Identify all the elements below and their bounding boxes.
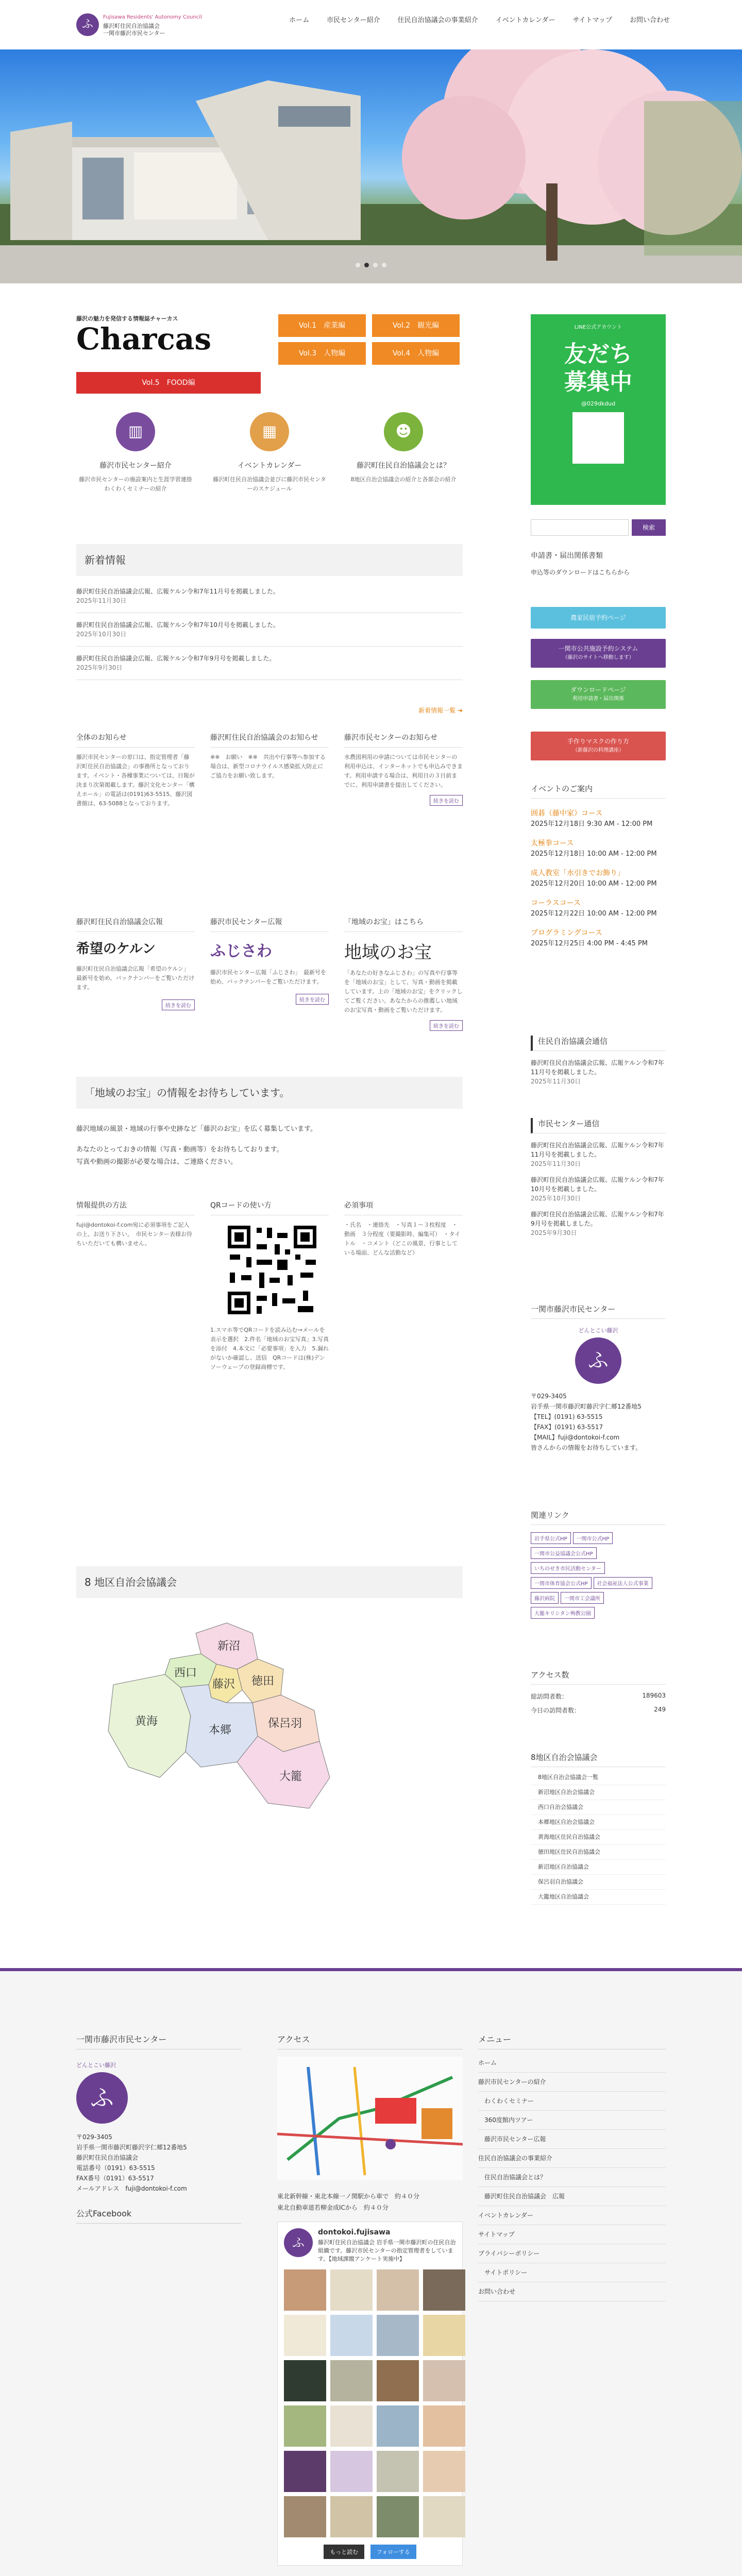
footer-menu-item[interactable]: 藤沢市民センターの紹介 <box>478 2073 666 2092</box>
area-link[interactable]: 黄海地区住民自治協議会 <box>531 1830 666 1845</box>
footer-menu <box>478 2033 666 2301</box>
footer-access <box>277 2033 463 2566</box>
event-date: 2025年12月18日 9:30 AM - 12:00 PM <box>531 820 653 828</box>
center-news-item[interactable] <box>531 1141 666 1168</box>
facility-booking-label: 一関市公共施設予約システム <box>558 645 638 652</box>
news-item[interactable] <box>76 613 463 647</box>
instagram-photo[interactable] <box>377 2405 419 2447</box>
footer-menu-item[interactable]: お問い合わせ <box>478 2282 666 2301</box>
search-input[interactable] <box>531 519 629 536</box>
feature-calendar-desc: 藤沢町住民自治協議会並びに藤沢市民センターのスケジュール <box>213 476 326 492</box>
link-tag[interactable]: 岩手県公式HP <box>531 1532 571 1544</box>
building-icon: ▥ <box>116 412 155 451</box>
notice-council-title: 藤沢町住民自治協議会のお知らせ <box>210 733 329 748</box>
line-banner-big2: 募集中 <box>564 369 632 395</box>
footer-logo-mark-icon: ふ <box>76 2072 128 2124</box>
link-tag[interactable]: 社会福祉法人公式事業 <box>594 1577 652 1589</box>
news-more-link[interactable]: 新着情報一覧 ➔ <box>418 707 463 714</box>
mask-howto-sub: （新藤沢の料理講座） <box>572 748 624 753</box>
koho-otakara-title: 「地域のお宝」はこちら <box>344 917 463 932</box>
slide-dot-active[interactable] <box>364 263 369 267</box>
council-news-date: 2025年11月30日 <box>531 1078 581 1085</box>
feature-calendar-title: イベントカレンダー <box>237 462 302 470</box>
area-link[interactable]: 徳田地区住民自治協議会 <box>531 1845 666 1860</box>
area-link[interactable]: 新沼地区自治協議会 <box>531 1860 666 1875</box>
event-title: プログラミングコース <box>531 929 602 937</box>
news-heading: 新着情報 <box>76 544 463 576</box>
nav-center[interactable]: 市民センター紹介 <box>327 16 380 24</box>
event-title: 囲碁（藤中家）コース <box>531 809 603 818</box>
area-link[interactable]: 西口自治会協議会 <box>531 1800 666 1815</box>
footer-org-line[interactable]: メールアドレス fuji@dontokoi-f.com <box>76 2185 187 2192</box>
logo-line2: 藤沢町住民自治協議会 <box>103 23 160 29</box>
link-tag[interactable]: 一関市工会議所 <box>561 1592 604 1604</box>
koho-kern-body: 藤沢町住民自治協議会広報「希望のケルン」 最新号を始め、バックナンバーをご覧いただけます。 <box>76 965 195 991</box>
download-page-button[interactable] <box>531 680 666 709</box>
otakara-qr <box>210 1200 329 1520</box>
news-item-date: 2025年10月30日 <box>76 631 127 638</box>
center-news-item[interactable] <box>531 1210 666 1237</box>
footer-menu-subitem[interactable]: 藤沢町住民自治協議会 広報 <box>478 2187 666 2206</box>
footer-menu-item[interactable]: サイトマップ <box>478 2225 666 2244</box>
footer-menu-item[interactable]: 住民自治協議会の事業紹介 <box>478 2149 666 2168</box>
nav-calendar[interactable]: イベントカレンダー <box>495 16 555 24</box>
links-heading: 関連リンク <box>531 1510 666 1525</box>
koho-kern <box>76 917 195 1077</box>
notice-center-title: 藤沢市民センターのお知らせ <box>344 733 463 748</box>
koho-columns <box>76 917 463 1077</box>
instagram-photo[interactable] <box>330 2405 373 2447</box>
area-label: 新沼 <box>217 1640 241 1653</box>
download-page-label: ダウンロードページ <box>570 686 626 693</box>
people-icon: ☻ <box>384 412 423 451</box>
footer-access-line: 東北自動車道若柳金成ICから 約４０分 <box>277 2204 389 2211</box>
charcas-title: Charcas <box>76 321 212 357</box>
feature-council-title: 藤沢町住民自治協議会とは？ <box>357 462 450 470</box>
footer-org-line: 藤沢町住民自治協議会 <box>76 2154 139 2161</box>
footer-org <box>76 2033 241 2224</box>
access-map-image[interactable] <box>277 2057 463 2180</box>
instagram-photo[interactable] <box>284 2451 326 2492</box>
instagram-photo[interactable] <box>284 2315 326 2356</box>
footer-access-line: 東北新幹線・東北本線一ノ関駅から車で 約４０分 <box>277 2193 420 2200</box>
org-note: 皆さんからの情報をお待ちしています。 <box>531 1444 642 1451</box>
koho-otakara-more-button[interactable]: 続きを読む <box>430 1020 463 1031</box>
area-link[interactable]: 新沼地区自治会協議会 <box>531 1785 666 1800</box>
today-visitors-value: 249 <box>654 1706 666 1713</box>
instagram-photo[interactable] <box>423 2315 465 2356</box>
otakara-heading: 「地域のお宝」の情報をお待ちしています。 <box>76 1077 463 1109</box>
koho-kern-more-button[interactable]: 続きを読む <box>162 999 195 1010</box>
charcas-vol4-button[interactable]: Vol.4 人物編 <box>372 342 460 365</box>
footer-menu-subitem[interactable]: 360度館内ツアー <box>478 2111 666 2130</box>
instagram-follow-button[interactable]: フォローする <box>370 2545 416 2559</box>
org-mail[interactable]: 【MAIL】fuji@dontokoi-f.com <box>531 1434 620 1441</box>
notice-general <box>76 733 195 887</box>
instagram-photo[interactable] <box>330 2269 373 2311</box>
otakara-method <box>76 1200 195 1520</box>
center-news-section <box>531 1118 666 1237</box>
instagram-photo[interactable] <box>284 2496 326 2537</box>
center-news-date: 2025年10月30日 <box>531 1195 581 1202</box>
event-title: コーラスコース <box>531 899 581 907</box>
events-section <box>531 783 666 949</box>
link-tag[interactable]: 大籠キリシタン殉教公園 <box>531 1607 595 1619</box>
news-item-text: 藤沢町住民自治協議会広報、広報ケルン令和7年10月号を掲載しました。 <box>76 621 280 629</box>
facility-booking-button[interactable] <box>531 639 666 668</box>
area-label: 黄海 <box>135 1715 158 1728</box>
footer-menu-subitem[interactable]: サイトポリシー <box>478 2263 666 2282</box>
otakara-intro <box>76 1123 463 1168</box>
footer-menu-subitem[interactable]: 藤沢市民センター広報 <box>478 2130 666 2149</box>
notice-council <box>210 733 329 887</box>
notice-columns <box>76 733 463 887</box>
instagram-photo[interactable] <box>377 2269 419 2311</box>
koho-fujisawa <box>210 917 329 1077</box>
footer-menu-item[interactable]: プライバシーポリシー <box>478 2244 666 2263</box>
feature-council[interactable] <box>344 412 463 515</box>
instagram-photo[interactable] <box>377 2496 419 2537</box>
areas-heading: 8地区自治会協議会 <box>531 1752 666 1767</box>
instagram-photo[interactable] <box>423 2360 465 2401</box>
instagram-feed <box>277 2222 463 2566</box>
footer-facebook-heading: 公式Facebook <box>76 2207 241 2224</box>
mask-howto-button[interactable] <box>531 732 666 760</box>
link-tag[interactable]: いちのせき市民活動センター <box>531 1562 605 1574</box>
feature-center-title: 藤沢市民センター紹介 <box>99 462 172 470</box>
event-date: 2025年12月25日 4:00 PM - 4:45 PM <box>531 940 648 947</box>
center-news-date: 2025年9月30日 <box>531 1229 577 1236</box>
nav-contact[interactable]: お問い合わせ <box>629 16 670 24</box>
area-link[interactable]: 本郷地区自治会協議会 <box>531 1815 666 1830</box>
otakara-required-title: 必須事項 <box>344 1200 463 1215</box>
charcas-subtitle: 藤沢の魅力を発信する情報誌チャーカス <box>76 315 178 322</box>
apply-section <box>531 550 666 587</box>
footer-org-line: 電話番号（0191）63-5515 <box>76 2164 155 2172</box>
district-map[interactable] <box>98 1613 366 1839</box>
otakara-p3: 写真や動画の撮影が必要な場合は、ご連絡ください。 <box>76 1158 238 1166</box>
instagram-photo[interactable] <box>330 2496 373 2537</box>
line-banner-id: @029dkdud <box>581 400 616 407</box>
otakara-required <box>344 1200 463 1520</box>
instagram-more-button[interactable]: もっと読む <box>324 2545 364 2559</box>
link-tag[interactable]: 一関市体育協会公式HP <box>531 1577 592 1589</box>
instagram-photo[interactable] <box>330 2360 373 2401</box>
charcas-vol2-button[interactable]: Vol.2 観光編 <box>372 314 460 337</box>
instagram-desc: 藤沢町住民自治協議会 岩手県一関市藤沢町の住民自治組織です。藤沢市民センターの指定管理者をしています。【地域課題アンケート実施中】 <box>318 2239 456 2262</box>
apply-heading: 申請書・届出関係書類 <box>531 552 603 560</box>
instagram-grid <box>284 2269 456 2537</box>
feature-calendar[interactable] <box>210 412 329 515</box>
instagram-photo[interactable] <box>377 2451 419 2492</box>
charcas-banner[interactable] <box>76 314 267 355</box>
qr-code-image[interactable] <box>226 1224 318 1316</box>
koho-otakara-logo[interactable]: 地域のお宝 <box>344 942 432 963</box>
facility-booking-sub: （藤沢のサイトへ移動します） <box>562 655 634 660</box>
footer-org-line: 岩手県一関市藤沢町藤沢字仁郷12番地5 <box>76 2144 187 2151</box>
charcas-vol5-button[interactable]: Vol.5 FOOD編 <box>76 372 261 394</box>
instagram-photo[interactable] <box>377 2360 419 2401</box>
area-label: 本郷 <box>209 1724 232 1737</box>
council-news-section <box>531 1036 666 1086</box>
notice-general-title: 全体のお知らせ <box>76 733 195 748</box>
org-info-section <box>531 1303 666 1453</box>
center-news-text: 藤沢町住民自治協議会広報、広報ケルン令和7年10月号を掲載しました。 <box>531 1176 664 1193</box>
nav-sitemap[interactable]: サイトマップ <box>572 16 612 24</box>
mask-howto-label: 手作りマスクの作り方 <box>567 738 629 745</box>
apply-subtext: 申込等のダウンロードはこちらから <box>531 569 630 576</box>
logo-line3: 一関市藤沢市民センター <box>103 30 165 37</box>
koho-otakara <box>344 917 463 1077</box>
slide-dot[interactable] <box>382 263 386 267</box>
area-link[interactable]: 大籠地区自治協議会 <box>531 1890 666 1905</box>
total-visitors-label: 総訪問者数： <box>531 1693 568 1700</box>
instagram-photo[interactable] <box>330 2315 373 2356</box>
main-nav <box>258 14 670 27</box>
center-news-date: 2025年11月30日 <box>531 1160 581 1167</box>
line-banner-top: LINE公式アカウント <box>574 325 622 330</box>
instagram-photo[interactable] <box>423 2496 465 2537</box>
footer-logo-text: どんとこい藤沢 <box>76 2062 116 2069</box>
org-tel: 【TEL】(0191) 63-5515 <box>531 1413 603 1420</box>
news-item-date: 2025年9月30日 <box>76 664 123 671</box>
footer-org-heading: 一関市藤沢市民センター <box>76 2033 241 2049</box>
footer-menu-heading: メニュー <box>478 2033 666 2049</box>
feature-center-desc: 藤沢市民センターの施設案内と生涯学習連絡わくわくセミナーの紹介 <box>79 476 192 492</box>
area-label: 大籠 <box>279 1770 302 1783</box>
line-banner-big1: 友だち <box>564 341 632 367</box>
center-news-item[interactable] <box>531 1175 666 1202</box>
notice-council-body: ※※ お願い ※※ 共出や行事等へ参加する場合は、新型コロナウイルス感染拡大防止にご協力をお願い致します。 <box>210 754 326 779</box>
hero-pagination <box>356 263 386 269</box>
charcas-vol3-button[interactable]: Vol.3 人物編 <box>278 342 366 365</box>
logo-line1: Fujisawa Residents' Autonomy Council <box>103 14 202 20</box>
news-item-date: 2025年11月30日 <box>76 597 127 604</box>
area-link[interactable]: 保呂羽自治協議会 <box>531 1875 666 1890</box>
org-fax: 【FAX】(0191) 63-5517 <box>531 1423 603 1431</box>
center-news-text: 藤沢町住民自治協議会広報、広報ケルン令和7年9月号を掲載しました。 <box>531 1211 664 1227</box>
event-item[interactable] <box>531 927 666 949</box>
otakara-qr-body: 1.スマホ等でQRコードを読み込む→メールを表示を選択 2.件名「地域のお宝写真」3.写真を添付 4.本文に「必要事項」を入力 5.漏れがないか確認し、送信 QRコードは(株)デンソーウェーブの登録商標です。 <box>210 1327 329 1370</box>
area-label: 藤沢 <box>212 1678 235 1691</box>
today-visitors-label: 今日の訪問者数： <box>531 1707 581 1714</box>
event-item[interactable] <box>531 838 666 859</box>
footer-menu-item[interactable]: イベントカレンダー <box>478 2206 666 2225</box>
footer-menu-subitem[interactable]: 住民自治協議会とは？ <box>478 2168 666 2187</box>
instagram-avatar-icon: ふ <box>284 2228 313 2257</box>
slide-dot[interactable] <box>356 263 360 267</box>
site-footer <box>0 1968 742 2576</box>
feature-center[interactable] <box>76 412 195 515</box>
org-logo-text: どんとこい藤沢 <box>578 1327 618 1334</box>
otakara-method-title: 情報提供の方法 <box>76 1200 195 1215</box>
otakara-p2: あなたのとっておきの情報（写真・動画等）をお待ちしております。 <box>76 1146 283 1154</box>
hero-image <box>0 49 742 283</box>
instagram-photo[interactable] <box>423 2405 465 2447</box>
farm-stay-button[interactable]: 農家民宿予約ページ <box>531 607 666 629</box>
access-count-heading: アクセス数 <box>531 1669 666 1685</box>
otakara-method-body: fuji@dontokoi-f.com宛に必須事項をご記入の上、お送り下さい。 市民センター表様お待ちいただいても構いません。 <box>76 1222 193 1247</box>
charcas-vol1-button[interactable]: Vol.1 産業編 <box>278 314 366 337</box>
feature-cards <box>76 412 463 515</box>
footer-org-line: 〒029-3405 <box>76 2133 112 2141</box>
instagram-photo[interactable] <box>284 2269 326 2311</box>
event-date: 2025年12月22日 10:00 AM - 12:00 PM <box>531 910 657 918</box>
otakara-columns <box>76 1200 463 1520</box>
feature-council-desc: 8地区自治会協議会の紹介と各部会の紹介 <box>350 476 457 483</box>
news-item-text: 藤沢町住民自治協議会広報、広報ケルン令和7年11月号を掲載しました。 <box>76 588 280 595</box>
org-addr: 岩手県一関市藤沢町藤沢字仁郷12番地5 <box>531 1403 642 1410</box>
event-date: 2025年12月20日 10:00 AM - 12:00 PM <box>531 880 657 888</box>
footer-menu-item[interactable]: ホーム <box>478 2054 666 2073</box>
site-header <box>0 0 742 49</box>
koho-kern-logo[interactable]: 希望のケルン <box>76 941 156 957</box>
area-link[interactable]: 8地区自治会協議会一覧 <box>531 1770 666 1785</box>
koho-fujisawa-more-button[interactable]: 続きを読む <box>296 994 329 1005</box>
news-item[interactable] <box>76 647 463 680</box>
event-title: 太極拳コース <box>531 839 574 848</box>
instagram-photo[interactable] <box>423 2451 465 2492</box>
org-logo-mark-icon: ふ <box>575 1337 621 1384</box>
footer-access-heading: アクセス <box>277 2033 463 2049</box>
link-tag[interactable]: 藤沢病院 <box>531 1592 559 1604</box>
koho-fujisawa-logo[interactable]: ふじさわ <box>210 942 272 960</box>
calendar-icon: ▦ <box>250 412 289 451</box>
news-list <box>76 580 463 680</box>
logo-mark-icon: ふ <box>76 13 99 36</box>
otakara-p1: 藤沢地域の風景・地域の行事や史跡など「藤沢のお宝」を広く募集しています。 <box>76 1125 317 1133</box>
instagram-photo[interactable] <box>284 2405 326 2447</box>
event-item[interactable] <box>531 868 666 889</box>
line-qr-icon <box>572 412 624 464</box>
link-tag[interactable]: 一関市公益協議会公式HP <box>531 1547 597 1559</box>
otakara-qr-title: QRコードの使い方 <box>210 1200 329 1215</box>
koho-fujisawa-body: 藤沢市民センター広報「ふじさわ」 最新号を始め、バックナンバーをご覧いただけます。 <box>210 969 327 985</box>
notice-center <box>344 733 463 887</box>
council-news-heading: 住民自治協議会通信 <box>531 1036 666 1051</box>
link-tag[interactable]: 一関市公式HP <box>573 1532 613 1544</box>
news-item[interactable] <box>76 580 463 613</box>
center-news-heading: 市民センター通信 <box>531 1118 666 1133</box>
notice-general-body: 藤沢市民センターの窓口は、指定管理者「藤沢町住民自治協議会」の事務所となっております。イベント・各種事業については、日報が決まり次第掲載します。藤沢文化センター「構えホール」の電話は(0191)63-5515、藤沢図書館は、63-5088となっております。 <box>76 754 195 807</box>
total-visitors-value: 189603 <box>642 1692 666 1699</box>
notice-center-more-button[interactable]: 続きを読む <box>430 795 463 806</box>
event-item[interactable] <box>531 897 666 919</box>
access-count-section <box>531 1669 666 1715</box>
hero-slider[interactable] <box>0 49 742 283</box>
notice-center-body: 水農図利用の申請については市民センターの利用申込は、インターネットでも申込みできます。利用申請する場合は、利用日の３日前までに、利用申請書を提出してください。 <box>344 754 463 788</box>
koho-kern-title: 藤沢町住民自治協議会広報 <box>76 917 195 932</box>
footer-org-line: FAX番号（0191）63-5517 <box>76 2175 154 2182</box>
event-date: 2025年12月18日 10:00 AM - 12:00 PM <box>531 850 657 858</box>
org-zip: 〒029-3405 <box>531 1393 567 1400</box>
council-news-text[interactable]: 藤沢町住民自治協議会広報、広報ケルン令和7年11月号を掲載しました。 <box>531 1059 664 1076</box>
areas-section <box>531 1752 666 1905</box>
nav-projects[interactable]: 住民自治協議会の事業紹介 <box>397 16 478 24</box>
org-heading: 一関市藤沢市民センター <box>531 1303 666 1319</box>
area-label: 徳田 <box>251 1675 275 1688</box>
nav-home[interactable]: ホーム <box>289 16 310 24</box>
search-button[interactable]: 検索 <box>632 519 666 536</box>
links-section <box>531 1510 666 1622</box>
instagram-photo[interactable] <box>330 2451 373 2492</box>
event-item[interactable] <box>531 808 666 829</box>
events-heading: イベントのご案内 <box>531 783 666 799</box>
area-label: 保呂羽 <box>268 1717 302 1730</box>
footer-menu-subitem[interactable]: わくわくセミナー <box>478 2092 666 2111</box>
instagram-photo[interactable] <box>423 2269 465 2311</box>
line-friend-banner[interactable] <box>531 314 666 505</box>
instagram-photo[interactable] <box>284 2360 326 2401</box>
area-label: 西口 <box>174 1667 197 1680</box>
instagram-name[interactable]: dontokoi.fujisawa <box>318 2228 391 2236</box>
center-news-text: 藤沢町住民自治協議会広報、広報ケルン令和7年11月号を掲載しました。 <box>531 1142 664 1158</box>
event-title: 成人教室「水引きでお飾り」 <box>531 869 625 877</box>
download-page-sub: 利用申請書・届出関係 <box>572 696 624 702</box>
koho-otakara-body: 「あなたの好きなふじさわ」の写真や行事等を「地域のお宝」として、写真・動画を掲載しています。上の「地域のお宝」をクリックしてご覧ください。あなたからの推薦しい地域のお宝写真・動画をご覧いただけます。 <box>344 970 463 1013</box>
map-heading: 8 地区自治会協議会 <box>76 1566 463 1598</box>
otakara-required-body: ・氏名 ・連絡先 ・写真１〜３枚程度 ・動画 ３分程度（要撮影時、編集可） ・タイトル ・コメント（どこの風景、行事としている場面、どんな活動など） <box>344 1222 461 1256</box>
news-item-text: 藤沢町住民自治協議会広報、広報ケルン令和7年9月号を掲載しました。 <box>76 655 276 662</box>
koho-fujisawa-title: 藤沢市民センター広報 <box>210 917 329 932</box>
site-logo[interactable] <box>76 11 202 38</box>
org-logo <box>531 1326 666 1384</box>
instagram-photo[interactable] <box>377 2315 419 2356</box>
slide-dot[interactable] <box>373 263 378 267</box>
